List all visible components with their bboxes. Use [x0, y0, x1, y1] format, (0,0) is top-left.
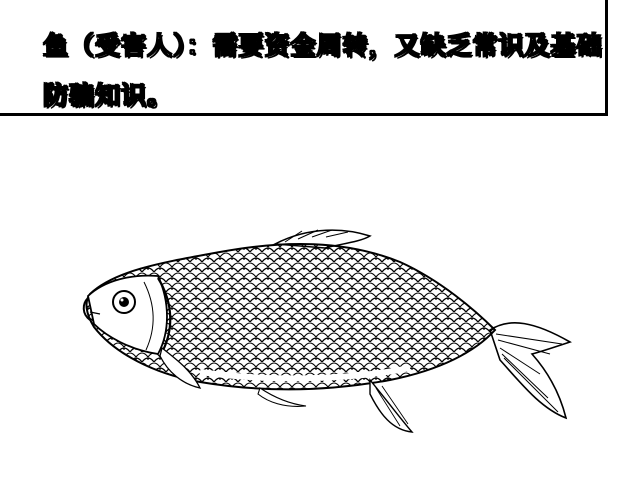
fish-illustration: [70, 222, 580, 444]
tail-fin: [490, 323, 570, 418]
caption-box: [0, 0, 608, 116]
caption-text: 鱼（受害人）：需要资金周转，又缺乏常识及基础防骗知识。: [43, 31, 603, 110]
